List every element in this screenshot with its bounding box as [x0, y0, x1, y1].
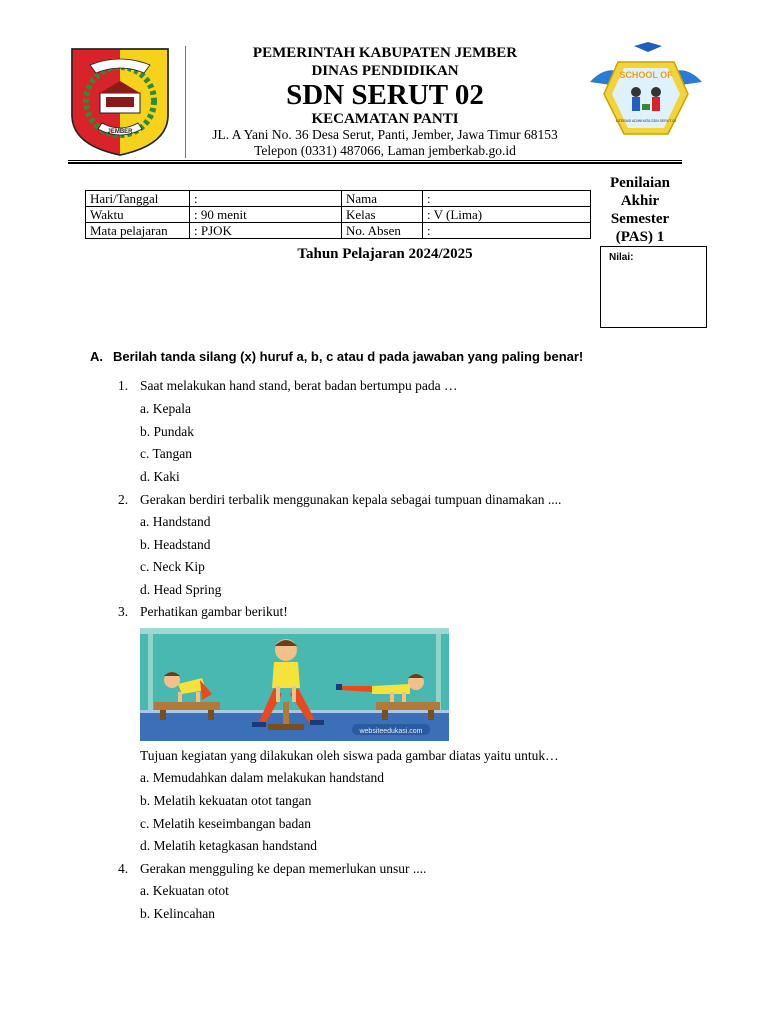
school-logo	[588, 42, 704, 146]
value-waktu: : 90 menit	[190, 207, 342, 223]
question-3	[118, 604, 288, 620]
value-nama[interactable]: :	[423, 191, 591, 207]
illustration-watermark: websiteedukasi.com	[359, 728, 423, 735]
exam-title-line: Semester	[610, 211, 670, 227]
student-info-table	[85, 190, 591, 239]
table-row	[86, 207, 591, 223]
question-1	[118, 378, 458, 394]
question-number: 4.	[118, 861, 129, 876]
jember-logo	[68, 45, 172, 157]
option-1b[interactable]: b. Pundak	[140, 424, 194, 439]
label-absen: No. Absen	[342, 223, 423, 239]
option-3a[interactable]: a. Memudahkan dalam melakukan handstand	[140, 770, 385, 785]
option-4b[interactable]: b. Kelincahan	[140, 906, 215, 921]
exercise-illustration	[140, 628, 449, 741]
exam-title-line: Akhir	[620, 193, 660, 209]
value-absen[interactable]: :	[423, 223, 591, 239]
academic-year: Tahun Pelajaran 2024/2025	[297, 246, 473, 262]
value-kelas: : V (Lima)	[423, 207, 591, 223]
question-text: Saat melakukan hand stand, berat badan bertumpu pada …	[140, 378, 458, 393]
section-text: Berilah tanda silang (x) huruf a, b, c atau d pada jawaban yang paling benar!	[113, 349, 584, 364]
label-hari: Hari/Tanggal	[86, 191, 190, 207]
option-1d[interactable]: d. Kaki	[140, 469, 180, 484]
department-name: DINAS PENDIDIKAN	[311, 63, 459, 79]
school-name: SDN SERUT 02	[286, 79, 484, 111]
label-waktu: Waktu	[86, 207, 190, 223]
school-logo-text: SCHOOL OF	[619, 70, 673, 80]
district-name: KECAMATAN PANTI	[311, 111, 459, 127]
label-nama: Nama	[342, 191, 423, 207]
label-kelas: Kelas	[342, 207, 423, 223]
government-name: PEMERINTAH KABUPATEN JEMBER	[252, 45, 518, 61]
table-row	[86, 223, 591, 239]
question-number: 1.	[118, 378, 129, 393]
question-2	[118, 492, 561, 508]
option-2d[interactable]: d. Head Spring	[140, 582, 222, 597]
value-mapel: : PJOK	[190, 223, 342, 239]
option-3c[interactable]: c. Melatih keseimbangan badan	[140, 816, 311, 831]
option-2b[interactable]: b. Headstand	[140, 537, 211, 552]
exam-title-line: (PAS) 1	[615, 229, 665, 245]
header-rule-thick	[68, 162, 682, 164]
question-text: Gerakan berdiri terbalik menggunakan kepala sebagai tumpuan dinamakan ....	[140, 492, 562, 507]
question-number: 3.	[118, 604, 129, 619]
question-3-followup: Tujuan kegiatan yang dilakukan oleh siswa pada gambar diatas yaitu untuk…	[140, 748, 559, 763]
question-text: Gerakan mengguling ke depan memerlukan unsur ....	[140, 861, 427, 876]
option-3b[interactable]: b. Melatih kekuatan otot tangan	[140, 793, 312, 808]
option-1c[interactable]: c. Tangan	[140, 446, 193, 461]
option-4a[interactable]: a. Kekuatan otot	[140, 883, 229, 898]
value-hari[interactable]: :	[190, 191, 342, 207]
exam-title	[596, 174, 684, 246]
jember-logo-text: JEMBER	[107, 129, 133, 135]
exam-title-line: Penilaian	[609, 175, 670, 191]
header-rule-thin	[68, 160, 682, 161]
school-address: JL. A Yani No. 36 Desa Serut, Panti, Jember, Jawa Timur 68153	[212, 127, 558, 142]
school-logo-caption: LITERASI ADIWIYATA SDN SERUT 02	[615, 119, 677, 123]
school-contact: Telepon (0331) 487066, Laman jemberkab.go.id	[254, 143, 516, 158]
option-3d[interactable]: d. Melatih ketagkasan handstand	[140, 838, 317, 853]
score-label: Nilai:	[609, 252, 634, 263]
table-row	[86, 191, 591, 207]
question-4	[118, 861, 426, 877]
question-number: 2.	[118, 492, 129, 507]
section-instruction	[90, 349, 583, 364]
label-mapel: Mata pelajaran	[86, 223, 190, 239]
option-2c[interactable]: c. Neck Kip	[140, 559, 205, 574]
question-text: Perhatikan gambar berikut!	[140, 604, 288, 619]
section-letter: A.	[90, 349, 103, 364]
option-2a[interactable]: a. Handstand	[140, 514, 211, 529]
option-1a[interactable]: a. Kepala	[140, 401, 191, 416]
